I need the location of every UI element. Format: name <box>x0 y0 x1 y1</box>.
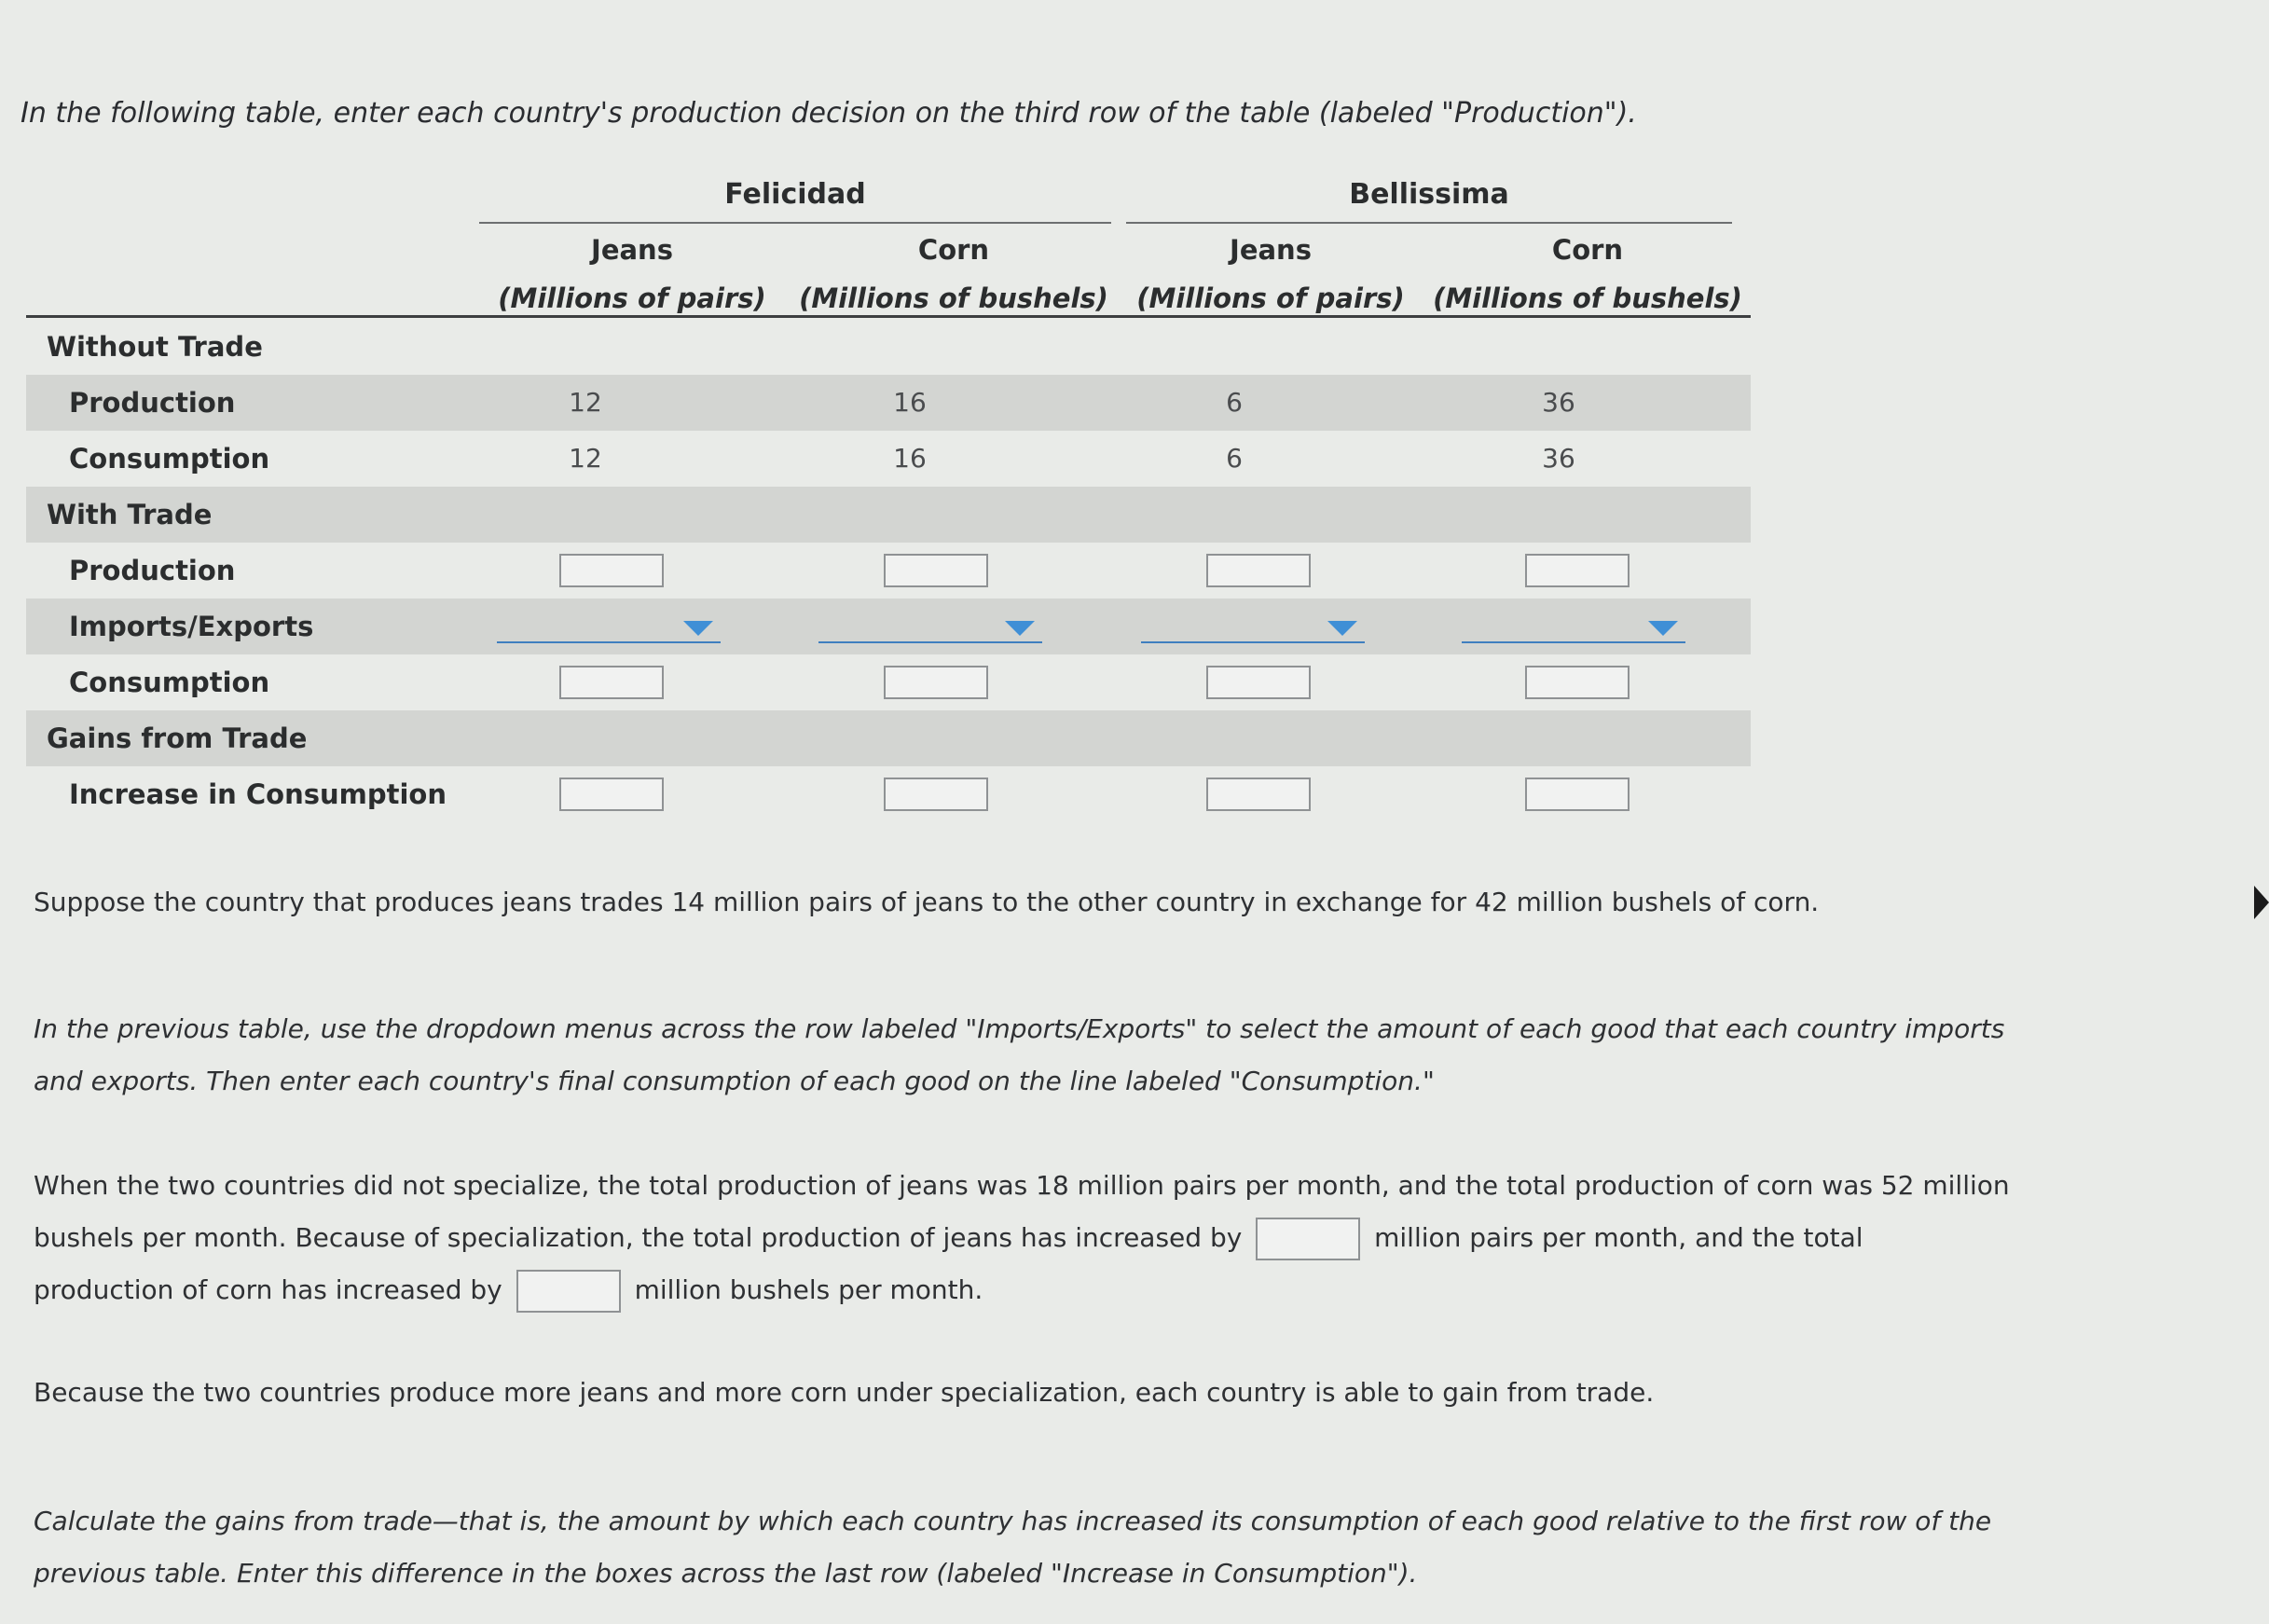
value-felicidad-corn: 16 <box>893 443 927 474</box>
header-rule <box>26 315 1751 318</box>
value-bellissima-corn: 36 <box>1542 387 1575 418</box>
input-increase-felicidad-corn[interactable] <box>884 778 988 811</box>
row-imports-exports <box>26 599 1751 654</box>
value-bellissima-jeans: 6 <box>1226 387 1243 418</box>
specialization-text-1: When the two countries did not specialize, the total production of jeans was 18 million pairs per month, and the total production of corn was 52 million bushels per month. Because of specialization, the total production of jeans has increased by <box>34 1170 2010 1253</box>
input-production-felicidad-corn[interactable] <box>884 554 988 587</box>
section-label: Without Trade <box>47 331 263 363</box>
input-increase-bellissima-corn[interactable] <box>1525 778 1630 811</box>
intro-instruction: In the following table, enter each country's production decision on the third row of the table (labeled "Production"). <box>21 97 1637 130</box>
chevron-down-icon <box>1327 621 1357 636</box>
col-unit: (Millions of bushels) <box>799 282 1108 314</box>
col-good: Corn <box>1551 234 1624 266</box>
value-bellissima-jeans: 6 <box>1226 443 1243 474</box>
row-label: Consumption <box>69 443 270 475</box>
col-good: Jeans <box>591 234 673 266</box>
dropdown-felicidad-jeans[interactable] <box>497 610 721 643</box>
input-consumption-felicidad-corn[interactable] <box>884 666 988 699</box>
gains-instruction: Calculate the gains from trade—that is, the amount by which each country has increased its consumption of each good relative to the first row of the previous table. Enter this difference in the boxes across the last row (labeled "Increase in Consumption"). <box>34 1506 1992 1589</box>
gain-statement: Because the two countries produce more jeans and more corn under specialization, each country is able to gain from trade. <box>34 1377 1655 1408</box>
imports-exports-instruction: In the previous table, use the dropdown menus across the row labeled "Imports/Exports" to select the amount of each good that each country imports and exports. Then enter each country's final consumption of each good on the line labeled "Consumption." <box>34 1013 2005 1096</box>
dropdown-bellissima-corn[interactable] <box>1462 610 1685 643</box>
col-unit: (Millions of pairs) <box>498 282 766 314</box>
specialization-text-3: million bushels per month. <box>634 1274 983 1305</box>
country-header-felicidad: Felicidad <box>479 175 1111 224</box>
row-with-trade-production <box>26 543 1751 599</box>
input-production-felicidad-jeans[interactable] <box>559 554 664 587</box>
col-header-felicidad-corn <box>791 226 1117 323</box>
col-unit: (Millions of pairs) <box>1136 282 1405 314</box>
specialization-text-2: million pairs per month, and the total production of corn has increased by <box>34 1222 1863 1305</box>
col-unit: (Millions of bushels) <box>1433 282 1742 314</box>
input-production-bellissima-corn[interactable] <box>1525 554 1630 587</box>
section-label: Gains from Trade <box>47 723 308 754</box>
col-header-bellissima-jeans <box>1117 226 1424 323</box>
row-label: Production <box>69 387 236 419</box>
section-row-with-trade <box>26 487 1751 543</box>
value-felicidad-corn: 16 <box>893 387 927 418</box>
input-production-bellissima-jeans[interactable] <box>1206 554 1311 587</box>
specialization-paragraph <box>34 1160 2010 1316</box>
input-consumption-bellissima-corn[interactable] <box>1525 666 1630 699</box>
row-label: Production <box>69 555 236 586</box>
trade-description: Suppose the country that produces jeans trades 14 million pairs of jeans to the other country in exchange for 42 million bushels of corn. <box>34 887 1820 917</box>
col-header-felicidad-jeans <box>474 226 791 323</box>
input-consumption-bellissima-jeans[interactable] <box>1206 666 1311 699</box>
row-without-trade-consumption <box>26 431 1751 487</box>
row-label: Consumption <box>69 667 270 698</box>
trade-table <box>26 168 1751 820</box>
section-row-gains <box>26 710 1751 766</box>
value-bellissima-corn: 36 <box>1542 443 1575 474</box>
row-increase-in-consumption <box>26 766 1751 822</box>
chevron-down-icon <box>683 621 713 636</box>
input-corn-increase[interactable] <box>516 1270 621 1313</box>
row-label: Imports/Exports <box>69 611 314 642</box>
input-increase-felicidad-jeans[interactable] <box>559 778 664 811</box>
dropdown-bellissima-jeans[interactable] <box>1141 610 1365 643</box>
mouse-pointer-icon <box>2254 886 2269 919</box>
value-felicidad-jeans: 12 <box>569 443 602 474</box>
col-good: Corn <box>917 234 990 266</box>
section-row-without-trade <box>26 319 1751 375</box>
col-good: Jeans <box>1230 234 1312 266</box>
row-with-trade-consumption <box>26 654 1751 710</box>
chevron-down-icon <box>1648 621 1678 636</box>
row-without-trade-production <box>26 375 1751 431</box>
row-label: Increase in Consumption <box>69 778 447 810</box>
country-header-bellissima: Bellissima <box>1126 175 1732 224</box>
col-header-bellissima-corn <box>1424 226 1751 323</box>
dropdown-felicidad-corn[interactable] <box>818 610 1042 643</box>
section-label: With Trade <box>47 499 213 530</box>
chevron-down-icon <box>1005 621 1035 636</box>
input-consumption-felicidad-jeans[interactable] <box>559 666 664 699</box>
input-increase-bellissima-jeans[interactable] <box>1206 778 1311 811</box>
value-felicidad-jeans: 12 <box>569 387 602 418</box>
input-jeans-increase[interactable] <box>1256 1218 1360 1260</box>
